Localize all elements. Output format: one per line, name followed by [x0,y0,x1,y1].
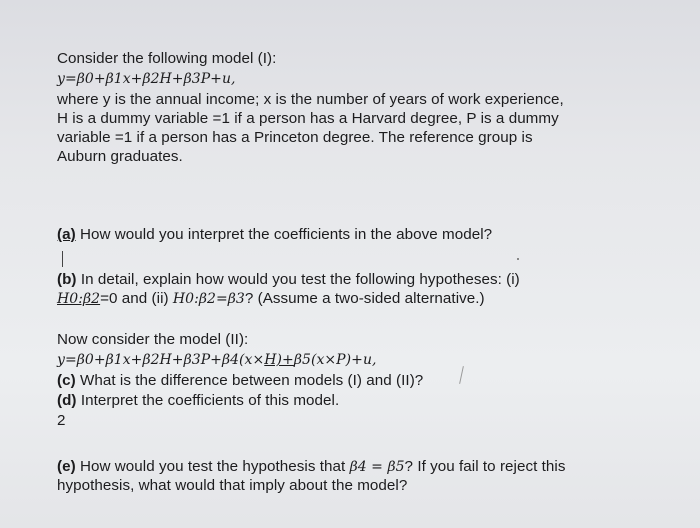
question-d [57,392,339,409]
question-a [57,226,492,243]
description-line-2: H is a dummy variable =1 if a person has a Harvard degree, P is a dummy [57,110,559,127]
question-e-label: (e) [57,458,76,475]
question-e-line-2: hypothesis, what would that imply about the model? [57,477,408,494]
question-e-text-1b: ? If you fail to reject this [404,458,566,475]
question-e-equation: β4 = β5 [349,459,405,475]
model-2-underlined: H)+ [264,352,294,368]
question-e-line-1 [57,458,566,475]
model-2-part-b: β5(x×P)+u, [293,352,377,368]
question-d-label: (d) [57,392,77,409]
model-2-equation [57,352,377,368]
intro-text: Consider the following model (I): [57,50,277,67]
question-b-text-2a: =0 and (ii) [100,290,173,307]
question-e-text-1a: How would you test the hypothesis that [75,458,350,475]
question-a-label: (a) [57,226,76,243]
question-c-text: What is the difference between models (I) and (II)? [75,372,424,389]
hypothesis-1: H0:β2 [57,291,101,307]
question-b-text-2b: ? (Assume a two-sided alternative.) [244,290,485,307]
question-b-label: (b) [57,271,77,288]
question-c-label: (c) [57,372,76,389]
description-line-4: Auburn graduates. [57,148,183,165]
question-c [57,372,423,389]
model-2-part-a: y=β0+β1x+β2H+β3P+β4(x× [57,352,265,368]
description-line-1: where y is the annual income; x is the number of years of work experience, [57,91,564,108]
model-1-equation: y=β0+β1x+β2H+β3P+u, [57,71,236,87]
question-b-line-1 [57,271,520,288]
question-d-text: Interpret the coefficients of this model. [76,392,340,409]
question-a-text: How would you interpret the coefficients in the above model? [75,226,493,243]
text-cursor [62,251,63,267]
question-b-line-2 [57,290,485,307]
description-line-3: variable =1 if a person has a Princeton degree. The reference group is [57,129,533,146]
stray-number: 2 [57,412,66,429]
hypothesis-2: H0:β2=β3 [172,291,245,307]
stray-dot [517,258,519,260]
question-b-text-1: In detail, explain how would you test the following hypotheses: (i) [76,271,520,288]
model-2-intro: Now consider the model (II): [57,331,249,348]
faint-mark [459,366,464,384]
